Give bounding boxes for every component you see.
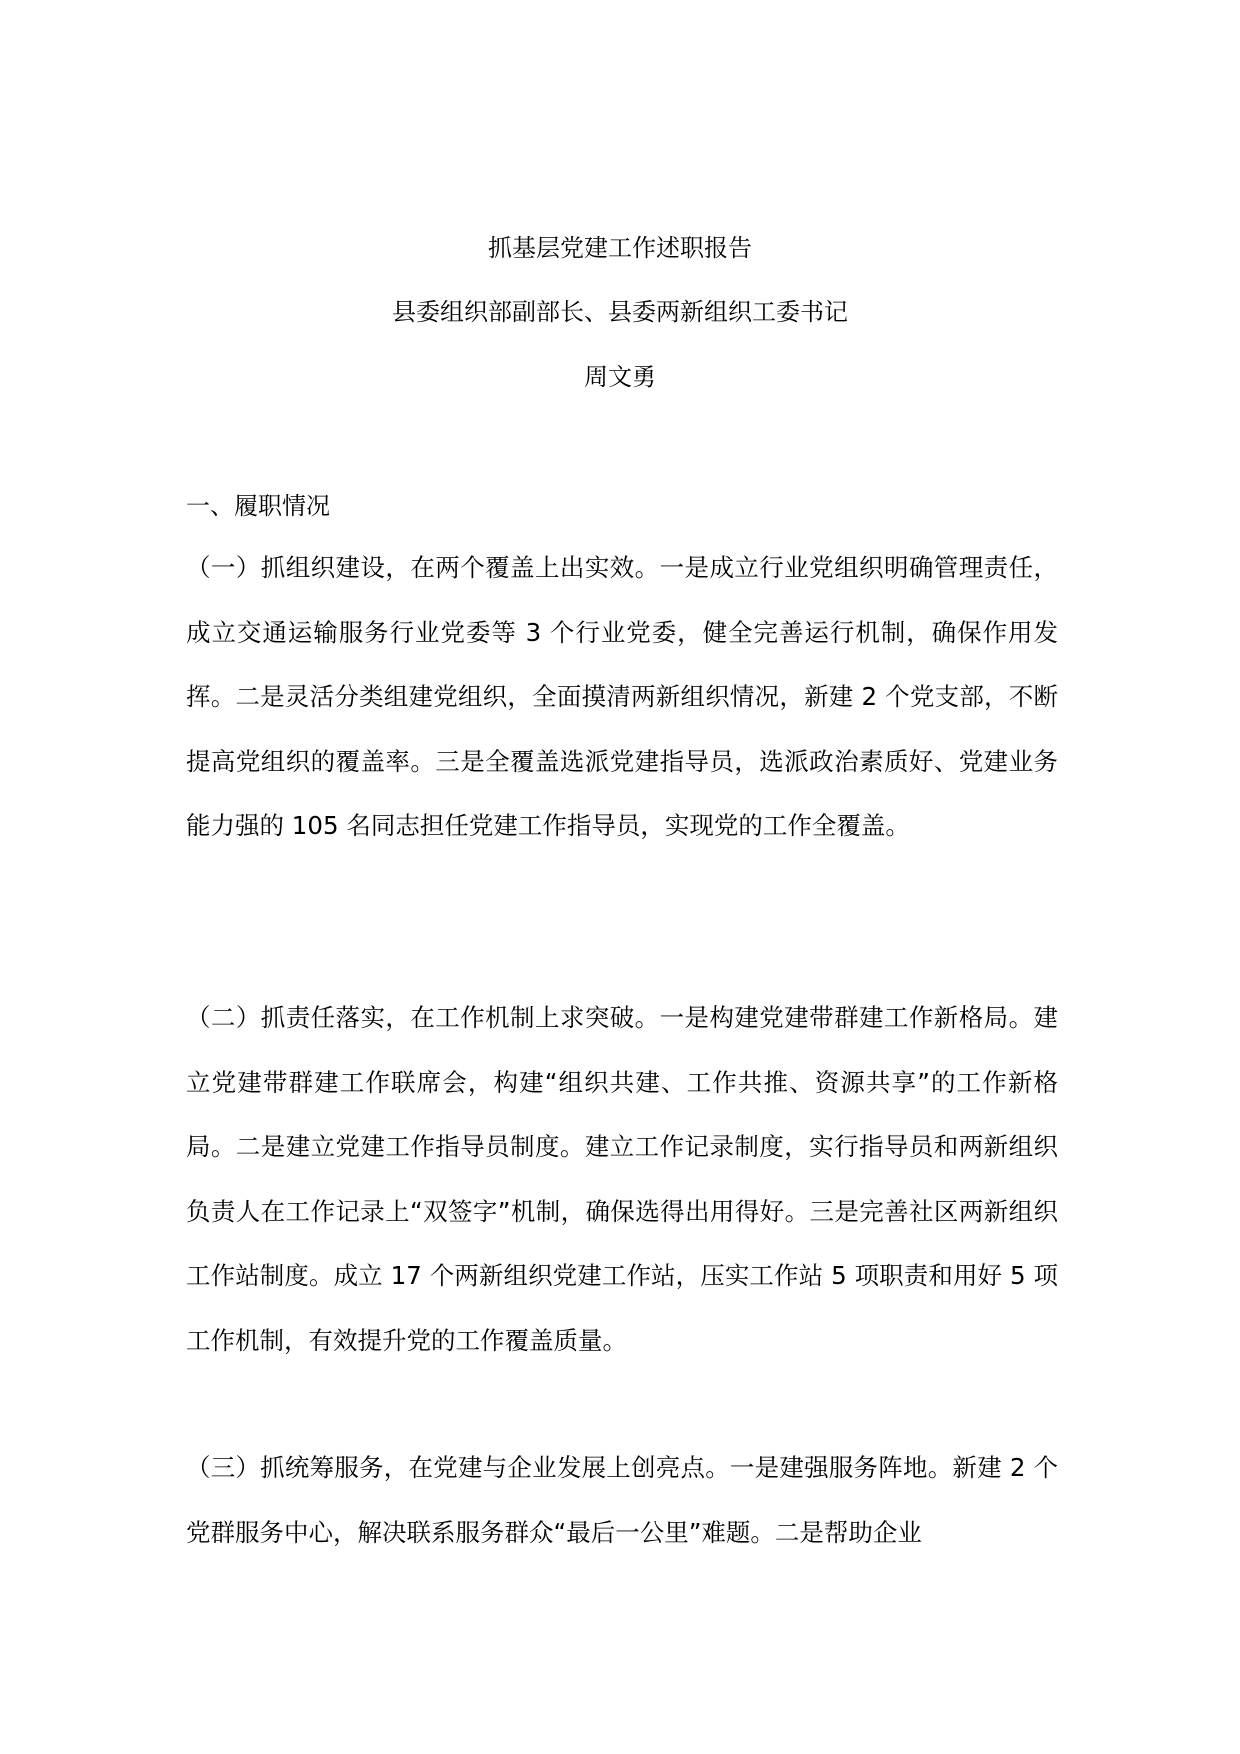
- author-name: 周文勇: [584, 363, 656, 391]
- paragraph-organization-building: （一）抓组织建设，在两个覆盖上出实效。一是成立行业党组织明确管理责任，成立交通运输服务行业党委等 3 个行业党委，健全完善运行机制，确保作用发挥。二是灵活分类组建党组织，全面摸清两新组织情况，新建 2 个党支部，不断提高党组织的覆盖率。三是全覆盖选派党建指导员，选派政治素质好、党建业务能力强的 105 名同志担任党建工作指导员，实现党的工作全覆盖。: [186, 553, 1058, 840]
- paragraph-coordination-service: （三）抓统筹服务，在党建与企业发展上创亮点。一是建强服务阵地。新建 2 个党群服务中心，解决联系服务群众“最后一公里”难题。二是帮助企业: [186, 1453, 1058, 1547]
- author-position: 县委组织部副部长、县委两新组织工委书记: [392, 298, 848, 326]
- document-title: 抓基层党建工作述职报告: [488, 234, 752, 262]
- paragraph-responsibility: （二）抓责任落实，在工作机制上求突破。一是构建党建带群建工作新格局。建立党建带群建工作联席会，构建“组织共建、工作共推、资源共享”的工作新格局。二是建立党建工作指导员制度。建立工作记录制度，实行指导员和两新组织负责人在工作记录上“双签字”机制，确保选得出用得好。三是完善社区两新组织工作站制度。成立 17 个两新组织党建工作站，压实工作站 5 项职责和用好 5 项工作机制，有效提升党的工作覆盖质量。: [186, 1003, 1058, 1355]
- section-heading: 一、履职情况: [186, 492, 330, 520]
